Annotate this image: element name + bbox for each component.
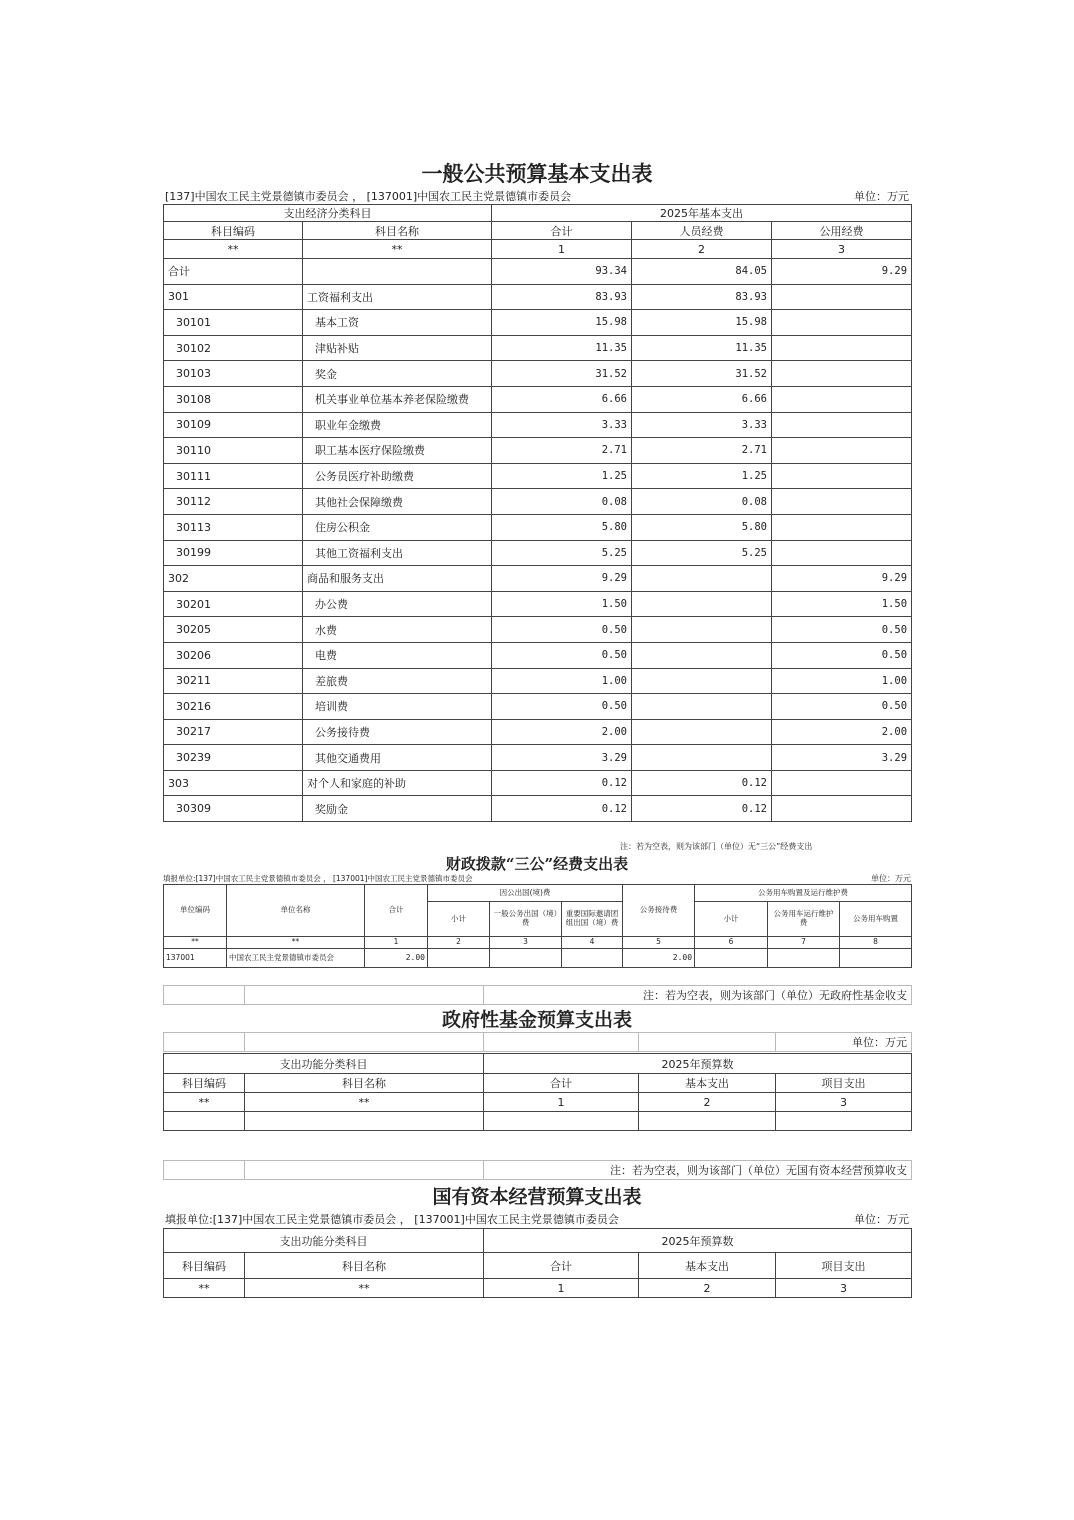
- t2-idx: 6: [695, 937, 768, 949]
- t2-head-vehicle: 公务用车购置及运行维护费: [695, 885, 912, 902]
- t2-idx: 1: [365, 937, 428, 949]
- t1-cell-personnel: 1.25: [632, 463, 772, 489]
- t1-cell-code: 30111: [164, 463, 303, 489]
- t1-cell-total: 0.12: [492, 796, 632, 822]
- t2-unit: 单位：万元: [871, 874, 911, 883]
- table-row: [164, 719, 912, 745]
- t2-cell-code: 137001: [164, 949, 227, 968]
- t1-cell-total: 11.35: [492, 335, 632, 361]
- t1-cell-name: 水费: [303, 617, 492, 643]
- t1-idx-total: 1: [492, 240, 632, 259]
- t4-title: 国有资本经营预算支出表: [432, 1186, 642, 1208]
- t1-cell-code: 30239: [164, 745, 303, 771]
- table-row: [164, 361, 912, 387]
- table-row: [164, 591, 912, 617]
- t1-cell-public: [772, 489, 912, 515]
- t1-head-code: 科目编码: [164, 222, 303, 240]
- t1-cell-code: 30201: [164, 591, 303, 617]
- t1-cell-name: 其他工资福利支出: [303, 540, 492, 566]
- table-row: [164, 770, 912, 796]
- grid-cell: [245, 1033, 484, 1052]
- t1-cell-total: 0.50: [492, 617, 632, 643]
- t1-head-group-right: 2025年基本支出: [492, 205, 912, 222]
- table-row: [164, 489, 912, 515]
- t4-note: 注：若为空表，则为该部门（单位）无国有资本经营预算收支: [484, 1161, 912, 1180]
- table-row: [164, 540, 912, 566]
- t1-cell-total: 31.52: [492, 361, 632, 387]
- t1-cell-personnel: 0.12: [632, 770, 772, 796]
- t2-head-vehicle-run: 公务用车运行维护费: [768, 902, 840, 937]
- t2-cell-c6: [695, 949, 768, 968]
- t2-idx: 4: [562, 937, 623, 949]
- t1-cell-code: 302: [164, 566, 303, 592]
- t1-cell-personnel: 3.33: [632, 412, 772, 438]
- t1-cell-code: 30217: [164, 719, 303, 745]
- t1-cell-total: 93.34: [492, 259, 632, 285]
- table-row: [164, 438, 912, 464]
- t3-table: [163, 1053, 912, 1131]
- t1-cell-name: 其他社会保障缴费: [303, 489, 492, 515]
- t1-cell-public: [772, 438, 912, 464]
- t2-head-vehicle-buy: 公务用车购置: [840, 902, 912, 937]
- t1-cell-code: 30109: [164, 412, 303, 438]
- grid-cell: [245, 986, 484, 1005]
- t1-cell-name: 机关事业单位基本养老保险缴费: [303, 386, 492, 412]
- t1-cell-public: [772, 361, 912, 387]
- table-row: [164, 259, 912, 285]
- t1-head-name: 科目名称: [303, 222, 492, 240]
- t1-cell-personnel: 83.93: [632, 284, 772, 310]
- t1-cell-personnel: 84.05: [632, 259, 772, 285]
- t2-head-abroad: 因公出国(境)费: [428, 885, 623, 902]
- table-row: [164, 566, 912, 592]
- t1-cell-code: 30211: [164, 668, 303, 694]
- t1-cell-code: 30113: [164, 514, 303, 540]
- t1-cell-total: 5.25: [492, 540, 632, 566]
- table-row: [164, 335, 912, 361]
- t3-idx: 3: [776, 1093, 912, 1112]
- t1-cell-personnel: [632, 668, 772, 694]
- t4-head-code: 科目编码: [164, 1253, 245, 1279]
- t1-cell-personnel: 11.35: [632, 335, 772, 361]
- t2-head-total: 合计: [365, 885, 428, 937]
- t2-head-code: 单位编码: [164, 885, 227, 937]
- table-row: [164, 949, 912, 968]
- t3-empty-cell: [164, 1112, 245, 1131]
- t1-cell-personnel: [632, 617, 772, 643]
- t1-cell-personnel: [632, 745, 772, 771]
- t1-cell-code: 30199: [164, 540, 303, 566]
- t1-cell-code: 30206: [164, 642, 303, 668]
- t3-head-code: 科目编码: [164, 1074, 245, 1093]
- t1-cell-name: 住房公积金: [303, 514, 492, 540]
- t4-idx: **: [164, 1279, 245, 1298]
- t2-table: [163, 884, 912, 968]
- t1-head-group-left: 支出经济分类科目: [164, 205, 492, 222]
- table-row: [164, 514, 912, 540]
- t1-head-public: 公用经费: [772, 222, 912, 240]
- t4-unit-org: 填报单位:[137]中国农工民主党景德镇市委员会 ， [137001]中国农工民主党景德镇市委员会: [165, 1213, 619, 1226]
- t2-idx: 8: [840, 937, 912, 949]
- t1-cell-code: 30108: [164, 386, 303, 412]
- t1-cell-personnel: 0.12: [632, 796, 772, 822]
- table-row: [164, 694, 912, 720]
- grid-cell: [164, 1033, 245, 1052]
- table-row: [164, 1112, 912, 1131]
- t4-table: [163, 1228, 912, 1298]
- t4-idx: 1: [484, 1279, 639, 1298]
- t2-idx: 5: [623, 937, 695, 949]
- t3-grid-top: [163, 985, 912, 1005]
- t1-cell-public: [772, 514, 912, 540]
- t1-cell-personnel: 15.98: [632, 310, 772, 336]
- t1-cell-personnel: [632, 694, 772, 720]
- t1-cell-name: 职工基本医疗保险缴费: [303, 438, 492, 464]
- t1-cell-public: [772, 770, 912, 796]
- table-row: [164, 668, 912, 694]
- t2-idx: 3: [490, 937, 562, 949]
- t3-note: 注：若为空表，则为该部门（单位）无政府性基金收支: [484, 986, 912, 1005]
- t4-head-basic: 基本支出: [639, 1253, 776, 1279]
- t3-empty-cell: [776, 1112, 912, 1131]
- t1-cell-code: 30110: [164, 438, 303, 464]
- t1-cell-total: 6.66: [492, 386, 632, 412]
- t1-cell-total: 2.00: [492, 719, 632, 745]
- t1-cell-code: 合计: [164, 259, 303, 285]
- t1-cell-total: 0.08: [492, 489, 632, 515]
- t1-cell-total: 5.80: [492, 514, 632, 540]
- t1-cell-total: 1.50: [492, 591, 632, 617]
- t1-cell-personnel: 0.08: [632, 489, 772, 515]
- table-row: [164, 386, 912, 412]
- t4-head-group-left: 支出功能分类科目: [164, 1229, 484, 1253]
- t3-grid-unit: [163, 1032, 912, 1052]
- t1-cell-public: 3.29: [772, 745, 912, 771]
- t1-cell-code: 30205: [164, 617, 303, 643]
- t1-cell-public: 1.00: [772, 668, 912, 694]
- table-row: [164, 745, 912, 771]
- t2-cell-total: 2.00: [365, 949, 428, 968]
- t1-cell-code: 30102: [164, 335, 303, 361]
- table-row: [164, 412, 912, 438]
- t2-cell-c5: 2.00: [623, 949, 695, 968]
- t3-title: 政府性基金预算支出表: [441, 1009, 632, 1031]
- t1-cell-public: [772, 540, 912, 566]
- t1-title: 一般公共预算基本支出表: [421, 161, 653, 186]
- t1-cell-public: [772, 463, 912, 489]
- t3-head-basic: 基本支出: [639, 1074, 776, 1093]
- t1-cell-personnel: [632, 566, 772, 592]
- t3-head-total: 合计: [484, 1074, 639, 1093]
- t1-cell-name: 对个人和家庭的补助: [303, 770, 492, 796]
- t2-idx: 7: [768, 937, 840, 949]
- t1-cell-code: 30103: [164, 361, 303, 387]
- t1-cell-total: 0.50: [492, 694, 632, 720]
- t1-idx-personnel: 2: [632, 240, 772, 259]
- table-row: [164, 310, 912, 336]
- t1-cell-name: 工资福利支出: [303, 284, 492, 310]
- t2-cell-c2: [428, 949, 490, 968]
- t1-unit: 单位：万元: [854, 190, 909, 203]
- t1-cell-name: 津贴补贴: [303, 335, 492, 361]
- t3-empty-cell: [245, 1112, 484, 1131]
- t1-cell-total: 3.33: [492, 412, 632, 438]
- t1-cell-name: 基本工资: [303, 310, 492, 336]
- t1-cell-personnel: [632, 719, 772, 745]
- t1-unit-org: [137]中国农工民主党景德镇市委员会 ， [137001]中国农工民主党景德镇市委员会: [165, 190, 572, 203]
- t4-head-name: 科目名称: [245, 1253, 484, 1279]
- t2-title: 财政拨款“三公”经费支出表: [445, 855, 629, 873]
- t3-head-group-left: 支出功能分类科目: [164, 1054, 484, 1074]
- t1-cell-total: 3.29: [492, 745, 632, 771]
- t1-cell-code: 30216: [164, 694, 303, 720]
- t1-cell-code: 30101: [164, 310, 303, 336]
- t2-cell-c4: [562, 949, 623, 968]
- t4-head-project: 项目支出: [776, 1253, 912, 1279]
- grid-cell: [164, 986, 245, 1005]
- t1-cell-public: 9.29: [772, 259, 912, 285]
- t1-cell-total: 0.12: [492, 770, 632, 796]
- t3-idx: **: [164, 1093, 245, 1112]
- t4-unit: 单位：万元: [854, 1213, 909, 1226]
- t1-cell-personnel: [632, 591, 772, 617]
- t3-idx: **: [245, 1093, 484, 1112]
- t3-head-group-right: 2025年预算数: [484, 1054, 912, 1074]
- t2-head-abroad-important: 重要国际邀请团组出国（境）费: [562, 902, 623, 937]
- grid-cell: [484, 1033, 639, 1052]
- t1-cell-total: 2.71: [492, 438, 632, 464]
- t2-cell-c3: [490, 949, 562, 968]
- t1-cell-personnel: 5.25: [632, 540, 772, 566]
- table-row: [164, 463, 912, 489]
- t1-head-total: 合计: [492, 222, 632, 240]
- t1-cell-public: 0.50: [772, 642, 912, 668]
- t2-cell-c7: [768, 949, 840, 968]
- t2-cell-c8: [840, 949, 912, 968]
- t2-idx: 2: [428, 937, 490, 949]
- t1-cell-public: 0.50: [772, 694, 912, 720]
- t3-empty-cell: [639, 1112, 776, 1131]
- t1-cell-code: 30112: [164, 489, 303, 515]
- t3-unit: 单位：万元: [776, 1033, 912, 1052]
- t1-cell-name: 电费: [303, 642, 492, 668]
- t3-empty-cell: [484, 1112, 639, 1131]
- t1-cell-code: 301: [164, 284, 303, 310]
- t4-head-group-right: 2025年预算数: [484, 1229, 912, 1253]
- t1-cell-total: 15.98: [492, 310, 632, 336]
- t1-cell-personnel: 2.71: [632, 438, 772, 464]
- table-row: [164, 642, 912, 668]
- t1-head-personnel: 人员经费: [632, 222, 772, 240]
- t1-cell-code: 30309: [164, 796, 303, 822]
- grid-cell: [639, 1033, 776, 1052]
- t1-table: [163, 204, 912, 822]
- t1-cell-name: 其他交通费用: [303, 745, 492, 771]
- t2-head-vehicle-sub: 小计: [695, 902, 768, 937]
- t4-idx: 2: [639, 1279, 776, 1298]
- t1-cell-name: 公务员医疗补助缴费: [303, 463, 492, 489]
- t1-cell-name: 办公费: [303, 591, 492, 617]
- t1-cell-public: 1.50: [772, 591, 912, 617]
- t4-idx: 3: [776, 1279, 912, 1298]
- t1-cell-name: 差旅费: [303, 668, 492, 694]
- t2-idx: **: [227, 937, 365, 949]
- t2-note: 注：若为空表，则为该部门（单位）无“三公”经费支出: [620, 842, 813, 851]
- t1-cell-total: 1.00: [492, 668, 632, 694]
- t1-cell-name: 培训费: [303, 694, 492, 720]
- t1-cell-name: [303, 259, 492, 285]
- t1-idx-name: **: [303, 240, 492, 259]
- t3-head-project: 项目支出: [776, 1074, 912, 1093]
- t1-cell-public: [772, 335, 912, 361]
- grid-cell: [245, 1161, 484, 1180]
- t4-grid-top: [163, 1160, 912, 1180]
- t1-cell-name: 公务接待费: [303, 719, 492, 745]
- t1-cell-total: 83.93: [492, 284, 632, 310]
- t4-head-total: 合计: [484, 1253, 639, 1279]
- table-row: [164, 617, 912, 643]
- t1-cell-public: 2.00: [772, 719, 912, 745]
- t1-cell-total: 0.50: [492, 642, 632, 668]
- t2-head-abroad-sub: 小计: [428, 902, 490, 937]
- t1-cell-name: 职业年金缴费: [303, 412, 492, 438]
- table-row: [164, 284, 912, 310]
- t2-head-name: 单位名称: [227, 885, 365, 937]
- t2-unit-org: 填报单位:[137]中国农工民主党景德镇市委员会 ， [137001]中国农工民主党景德镇市委员会: [163, 874, 473, 883]
- t3-idx: 2: [639, 1093, 776, 1112]
- t1-cell-code: 303: [164, 770, 303, 796]
- t3-idx: 1: [484, 1093, 639, 1112]
- t3-head-name: 科目名称: [245, 1074, 484, 1093]
- t1-cell-public: [772, 310, 912, 336]
- t1-cell-personnel: 6.66: [632, 386, 772, 412]
- t1-cell-personnel: [632, 642, 772, 668]
- t1-cell-public: [772, 412, 912, 438]
- t2-cell-name: 中国农工民主党景德镇市委员会: [227, 949, 365, 968]
- t1-cell-name: 奖金: [303, 361, 492, 387]
- t1-cell-public: [772, 796, 912, 822]
- t2-idx: **: [164, 937, 227, 949]
- t1-cell-public: 0.50: [772, 617, 912, 643]
- table-row: [164, 796, 912, 822]
- t1-cell-personnel: 31.52: [632, 361, 772, 387]
- t1-cell-public: [772, 386, 912, 412]
- t1-cell-personnel: 5.80: [632, 514, 772, 540]
- t1-cell-total: 1.25: [492, 463, 632, 489]
- t1-idx-code: **: [164, 240, 303, 259]
- t1-cell-public: 9.29: [772, 566, 912, 592]
- t1-idx-public: 3: [772, 240, 912, 259]
- t1-cell-public: [772, 284, 912, 310]
- t4-idx: **: [245, 1279, 484, 1298]
- t1-cell-name: 奖励金: [303, 796, 492, 822]
- t1-cell-name: 商品和服务支出: [303, 566, 492, 592]
- t1-cell-total: 9.29: [492, 566, 632, 592]
- t2-head-abroad-general: 一般公务出国（境）费: [490, 902, 562, 937]
- grid-cell: [164, 1161, 245, 1180]
- t2-head-reception: 公务接待费: [623, 885, 695, 937]
